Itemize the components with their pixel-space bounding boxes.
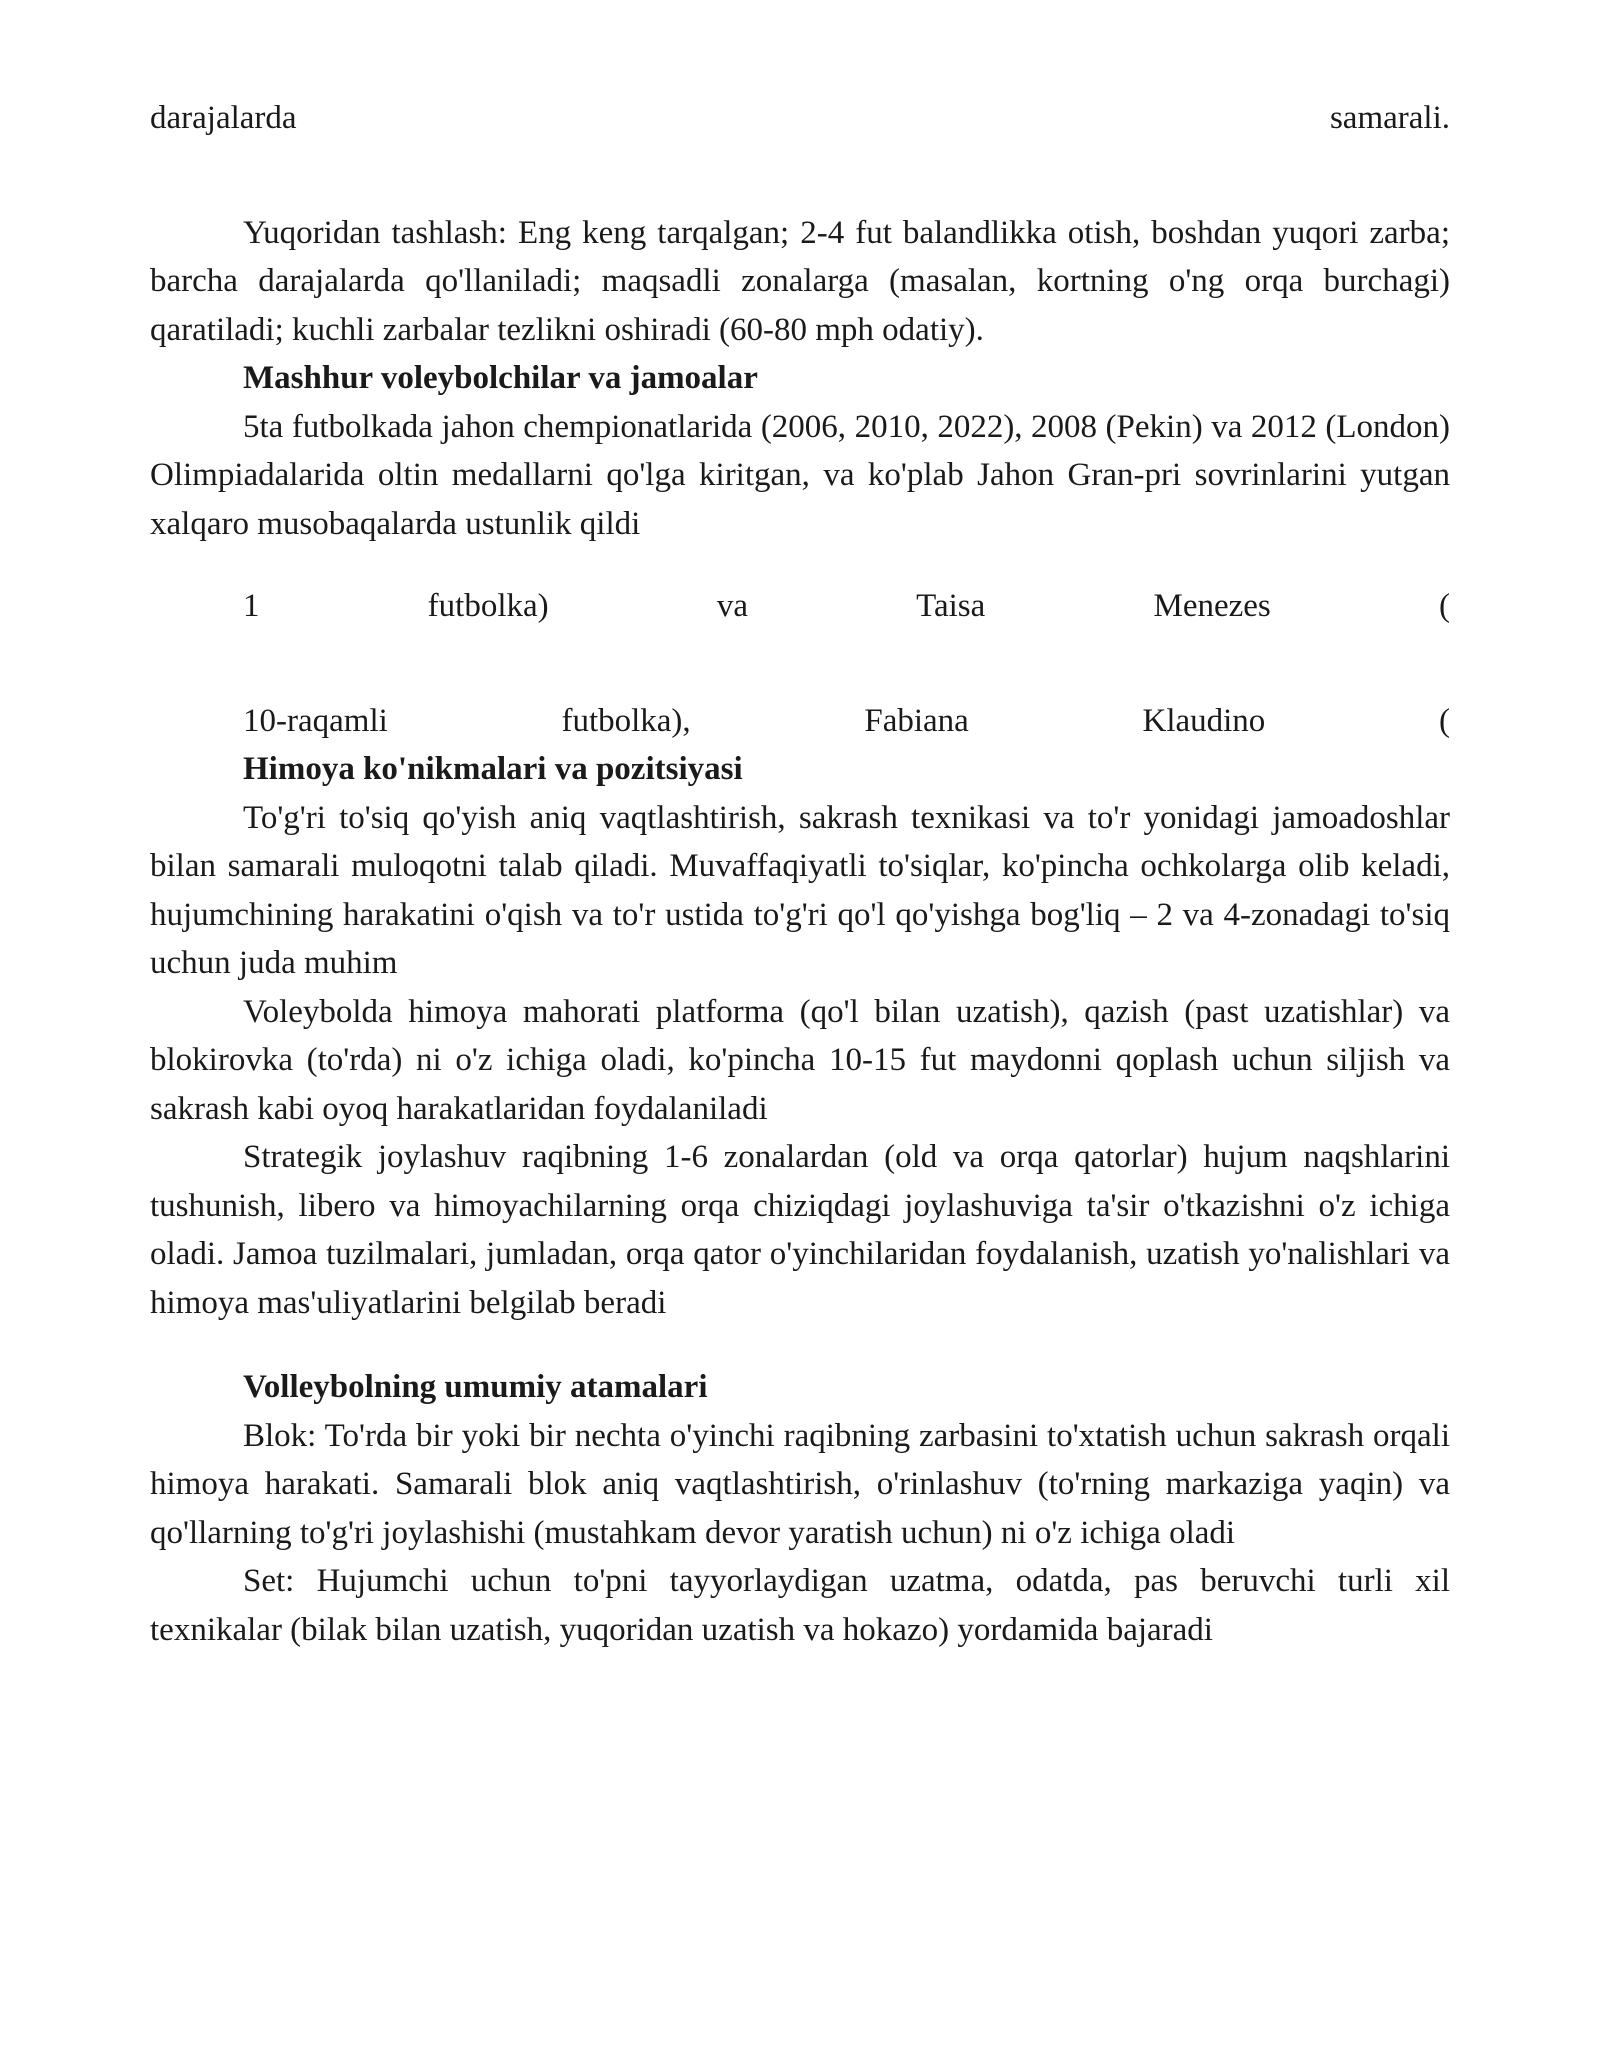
top-line-left: darajalarda [150,100,297,136]
spread-word: ( [1438,588,1450,624]
heading-common-terms: Volleybolning umumiy atamalari [243,1369,708,1405]
spread-word: futbolka) [427,588,549,624]
spread-word: 10-raqamli [243,702,388,739]
paragraph-block-term: Blok: To'rda bir yoki bir nechta o'yinchi raqibning zarbasini to'xtatish uchun sakrash orqali himoya harakati. Samarali blok aniq vaqtlashtirish, o'rinlashuv (to'rning markaziga yaqin) va qo'llarning to'g'ri joylashishi (mustahkam devor yaratish uchun) ni o'z ichiga oladi [150,1417,1450,1551]
paragraph-positioning: Strategik joylashuv raqibning 1-6 zonalardan (old va orqa qatorlar) hujum naqshlarini tushunish, libero va himoyachilarning orqa chiziqdagi joylashuviga ta'sir o'tkazishni o'z ichiga oladi. Jamoa tuzilmalari, jumladan, orqa qator o'yinchilaridan foydalanish, uzatish yo'nalishlari va himoya mas'uliyatlarini belgilab beradi [150,1139,1450,1321]
paragraph-set-term: Set: Hujumchi uchun to'pni tayyorlaydigan uzatma, odatda, pas beruvchi turli xil texnikalar (bilak bilan uzatish, yuqoridan uzatish va hokazo) yordamida bajaradi [150,1563,1450,1648]
spread-word: Fabiana [864,702,969,739]
heading-defense-skills: Himoya ko'nikmalari va pozitsiyasi [243,751,743,787]
heading-famous-players: Mashhur voleybolchilar va jamoalar [243,360,758,396]
top-line [150,94,1450,143]
spread-word: Klaudino [1142,702,1266,739]
paragraph-famous-players: 5ta futbolkada jahon chempionatlarida (2006, 2010, 2022), 2008 (Pekin) va 2012 (London) Olimpiadalarida oltin medallarni qo'lga kiritgan, va ko'plab Jahon Gran-pri sovrinlarini yutgan xalqaro musobaqalarda ustunlik qildi [150,408,1450,542]
spread-line-2 [150,697,1450,746]
spread-line-1 [150,582,1450,631]
paragraph-defense-skills: Voleybolda himoya mahorati platforma (qo'l bilan uzatish), qazish (past uzatishlar) va blokirovka (to'rda) ni o'z ichiga oladi, ko'pincha 10-15 fut maydonni qoplash uchun siljish va sakrash kabi oyoq harakatlaridan foydalaniladi [150,993,1450,1127]
paragraph-overhead-serve: Yuqoridan tashlash: Eng keng tarqalgan; 2-4 fut balandlikka otish, boshdan yuqori zarba; barcha darajalarda qo'llaniladi; maqsadli zonalarga (masalan, kortning o'ng orqa burchagi) qaratiladi; kuchli zarbalar tezlikni oshiradi (60-80 mph odatiy). [150,214,1450,348]
spread-word: futbolka), [561,702,691,739]
spread-word: ( [1438,702,1450,739]
spread-word: 1 [243,588,260,624]
paragraph-blocking: To'g'ri to'siq qo'yish aniq vaqtlashtirish, sakrash texnikasi va to'r yonidagi jamoadoshlar bilan samarali muloqotni talab qiladi. Muvaffaqiyatli to'siqlar, ko'pincha ochkolarga olib keladi, hujumchining harakatini o'qish va to'r ustida to'g'ri qo'l qo'yishga bog'liq – 2 va 4-zonadagi to'siq uchun juda muhim [150,799,1450,981]
spread-word: Taisa [916,588,986,624]
top-line-right: samarali. [1329,100,1450,136]
spread-word: va [716,588,748,624]
spread-word: Menezes [1153,588,1271,624]
